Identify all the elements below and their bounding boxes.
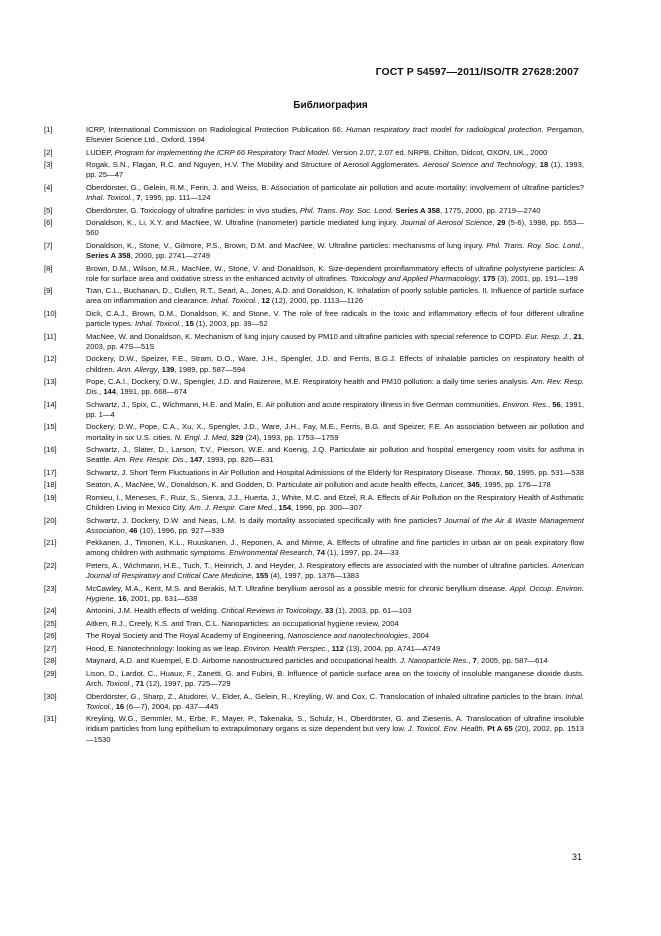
reference-number: [26] [44, 631, 57, 641]
reference-text-part: , 1995, pp. 176—178 [479, 480, 551, 490]
reference-number: [9] [44, 286, 53, 296]
reference-text-part: 33 [324, 606, 334, 616]
reference-text-part: 71 [135, 679, 144, 689]
reference-text-part: (13), 2004, pp. A741—A749 [343, 643, 441, 653]
standard-header: ГОСТ Р 54597—2011/ISO/TR 27628:2007 [375, 66, 579, 78]
reference-number: [30] [44, 691, 57, 701]
reference-item [44, 584, 584, 604]
reference-text-part: (4), 1997, pp. 1376—1383 [268, 571, 360, 581]
reference-text-part: Critical Reviews in Toxicology [220, 606, 321, 616]
reference-text-part: Brown, D.M., Wilson, M.R., MacNee, W., Stone, V. and Donaldson, K. Size-dependent proinflammatory effects of ultrafine polystyrene particles: A role for surface area and oxidative stress in the enhanced activity of ultrafines. [86, 263, 584, 283]
reference-text-part: 12 [261, 296, 270, 306]
reference-number: [23] [44, 583, 57, 593]
reference-number: [16] [44, 445, 57, 455]
reference-number: [14] [44, 399, 57, 409]
reference-text-part: , [534, 160, 540, 170]
reference-text-part: N. Engl. J. Med [174, 432, 227, 442]
reference-text-part: Phil. Trans. Roy. Soc. Lond. [299, 205, 394, 215]
reference-text-part: McCawley, M.A., Kent, M.S. and Berakis, M.T. Ultrafine beryllium aerosol as a possible metric for chronic beryllium disease. [86, 583, 510, 593]
reference-text-part: Schwartz, J., Spix, C., Wichmann, H.E. and Malin, E. Air pollution and acute respiratory illness in five German communities. [86, 399, 503, 409]
reference-text [86, 493, 584, 512]
reference-text [86, 422, 584, 441]
reference-text-part: 329 [230, 432, 244, 442]
reference-text-part: , [99, 387, 104, 397]
reference-text-part: , [157, 364, 162, 374]
reference-text-part: Inhal. Toxicol. [134, 319, 182, 329]
reference-text-part: , [482, 724, 488, 734]
reference-text-part: Kreyling, W.G., Semmler, M., Erbe, F., Mayer, P., Takenaka, S., Schulz, H., Oberdörster, G. and Ziesenis, A. Translocation of ultrafine insoluble iridium particles from lung epithelium to extrapulmonary organs is size dependent but very low. [86, 714, 584, 734]
reference-number: [27] [44, 643, 57, 653]
reference-text [86, 332, 584, 351]
reference-item [44, 516, 584, 536]
reference-text [86, 206, 541, 215]
reference-text-part: , 2000, pp. 2741—2749 [130, 251, 210, 261]
reference-number: [7] [44, 240, 53, 250]
reference-text [86, 218, 584, 237]
reference-text [86, 619, 399, 628]
reference-item [44, 619, 584, 629]
reference-text-part: Oberdörster, G., Sharp, Z., Atudorei, V., Elder, A., Gelein, R., Kreyling, W. and Cox, C. Translocation of inhaled ultrafine particles to the brain. [86, 691, 566, 701]
reference-text-part: , [131, 679, 136, 689]
reference-text-part: Peters, A., Wichmann, H.E., Tuch, T., Heinrich, J. and Heyder, J. Respiratory effects are associated with the number of ultrafine particles. [86, 560, 552, 570]
reference-text-part: (12), 1997, pp. 725—729 [144, 679, 231, 689]
reference-text-part: Oberdörster, G. Toxicology of ultrafine particles: in vivo studies, [86, 205, 300, 215]
reference-item [44, 468, 584, 478]
reference-text-part: Environ. Health Perspec. [243, 643, 328, 653]
reference-text-part: J. Toxicol. Env. Health [407, 724, 483, 734]
reference-item [44, 400, 584, 420]
reference-text-part: Inhal. Toxicol. [86, 691, 584, 711]
reference-text-part: Phil. Trans. Roy. Soc. Lond. [486, 240, 582, 250]
reference-text-part: , [251, 571, 256, 581]
reference-text-part: , [312, 548, 317, 558]
reference-item [44, 480, 584, 490]
reference-number: [25] [44, 618, 57, 628]
reference-text-part: , [569, 331, 574, 341]
reference-text-part: Program for implementing the ICRP 66 Respiratory Tract Model. [114, 147, 330, 157]
reference-text-part: Lancet [440, 480, 463, 490]
reference-number: [29] [44, 668, 57, 678]
reference-text-part: , [581, 240, 584, 250]
reference-text-part: , 2005, pp. 587—614 [476, 656, 548, 666]
reference-text-part: , [181, 319, 186, 329]
reference-text-part: , 1996, pp. 300—307 [291, 503, 363, 513]
reference-text-part: 15 [185, 319, 194, 329]
reference-text-part: Seaton, A., MacNee, W., Donaldson, K. and Godden, D. Particulate air pollution and acute health effects, [86, 480, 441, 490]
reference-number: [22] [44, 560, 57, 570]
reference-text-part: Pt A 65 [487, 724, 513, 734]
reference-text-part: , [320, 606, 325, 616]
reference-text-part: , [492, 218, 498, 228]
reference-text-part: Am. J. Respir. Care Med. [189, 503, 275, 513]
reference-number: [28] [44, 656, 57, 666]
reference-text-part: , 1991, pp. 668—674 [115, 387, 187, 397]
reference-text-part: Human respiratory tract model for radiological protection [346, 125, 542, 134]
reference-text-part: Inhal. Toxicol. [210, 296, 258, 306]
reference-text-part: (12), 2000, pp. 1113—1126 [269, 296, 364, 306]
reference-item [44, 606, 584, 616]
reference-text-part: Appl. Occup. Environ. Hygiene [86, 583, 584, 603]
reference-number: [11] [44, 331, 57, 341]
reference-text-part: Schwartz, J. Short Term Fluctuations in Air Pollution and Hospital Admissions of the Elderly for Respiratory Disease. [86, 467, 477, 477]
reference-text [86, 538, 584, 557]
reference-text-part: (3), 2001, pp. 191—199 [495, 273, 578, 283]
reference-text-part: Pekkanen, J., Timonen, K.L., Ruuskanen, J., Reponen, A. and Mirme, A. Effects of ultrafine and fine particles in urban air on peak expiratory flow among children with asthmatic symptoms. [86, 538, 584, 558]
reference-text-part: Maynard, A.D. and Kuempel, E.D. Airborne nanostructured particles and occupational health. [86, 656, 401, 666]
reference-text-part: (5-6), 1998, pp. 553—560 [86, 218, 584, 238]
reference-text-part: Romieu, I., Meneses, F., Ruiz, S., Sienra, J.J., Huerta, J., White, M.C. and Etzel, R.A. Effects of Air Pollution on the Respiratory Health of Asthmatic Children Living in Mexico City. [86, 492, 584, 513]
reference-text-part: LUDEP, [86, 147, 115, 157]
reference-text-part: (1), 1993, pp. 25—47 [86, 160, 584, 180]
reference-number: [8] [44, 263, 53, 273]
reference-text-part: Antonini, J.M. Health effects of welding. [86, 606, 221, 616]
reference-text-part: Aerosol Science and Technology [422, 160, 535, 170]
reference-text-part: (20), 2002, pp. 1513—1530 [86, 724, 584, 744]
reference-text [86, 644, 440, 653]
reference-text-part: Inhal. Toxicol. [86, 193, 133, 203]
reference-number: [1] [44, 125, 53, 134]
reference-text-part: 147 [189, 455, 203, 465]
reference-text-part: , [468, 656, 473, 666]
reference-text-part: Am. Rev. Respir. Dis. [113, 455, 186, 465]
reference-text-part: , 1993, pp. 826—831 [202, 455, 274, 465]
reference-text-part: 18 [539, 160, 549, 170]
reference-text-part: (1), 2003, pp. 39—52 [193, 319, 268, 329]
reference-item [44, 206, 584, 216]
reference-text [86, 584, 584, 603]
reference-text [86, 148, 547, 157]
reference-text-part: 7 [136, 193, 141, 203]
reference-text-part: , [111, 701, 116, 711]
reference-text [86, 241, 584, 260]
reference-text-part: Eur. Resp. J. [525, 331, 570, 341]
reference-text-part: , 2001, pp. 631—638 [126, 593, 198, 603]
reference-text [86, 445, 584, 464]
reference-item [44, 538, 584, 558]
reference-number: [4] [44, 182, 53, 192]
reference-text-part: , [327, 643, 332, 653]
reference-text [86, 606, 411, 615]
reference-text [86, 480, 551, 489]
reference-text-part: Environmental Research [229, 548, 313, 558]
reference-text-part: MacNee, W. and Donaldson, K. Mechanism of lung injury caused by PM10 and ultrafine particles with special reference to COPD. [86, 331, 526, 341]
reference-text-part: , 1995, pp. 111—124 [140, 193, 211, 203]
reference-text [86, 656, 548, 665]
reference-text-part: Journal of Aerosol Science [400, 218, 493, 228]
reference-text-part: , 2003, pp. 47S—51S [86, 331, 584, 351]
reference-text-part: Hood, E. Nanotechnology: looking as we leap. [86, 643, 244, 653]
reference-text-part: 155 [255, 571, 269, 581]
reference-text-part: , [478, 273, 483, 283]
reference-item [44, 218, 584, 238]
reference-number: [5] [44, 205, 53, 215]
reference-text-part: 21 [573, 331, 582, 341]
reference-number: [15] [44, 422, 57, 432]
reference-text-part: (1), 1997, pp. 24—33 [324, 548, 399, 558]
reference-text-part: J. Nanoparticle Res. [400, 656, 469, 666]
reference-text-part: Dockery, D.W., Speizer, F.E., Stram, D.O., Ware, J.H., Spengler, J.D. and Ferris, B.G.J. Effects of inhalable particles on respiratory health of children. [86, 354, 584, 374]
reference-number: [18] [44, 480, 57, 490]
reference-item [44, 160, 584, 180]
reference-text-part: , 1995, pp. 531—538 [513, 467, 584, 477]
reference-text-part: Donaldson, K., Stone, V., Gilmore, P.S., Brown, D.M. and MacNee, W. Ultrafine particles: mechanisms of lung injury. [86, 240, 487, 250]
reference-text [86, 309, 584, 328]
reference-text [86, 400, 584, 419]
reference-number: [20] [44, 515, 57, 525]
reference-text-part: 7 [472, 656, 477, 666]
reference-text-part: Ann. Allergy [116, 364, 158, 374]
reference-number: [24] [44, 606, 57, 616]
reference-text-part: 16 [118, 593, 127, 603]
reference-number: [19] [44, 492, 57, 502]
reference-number: [13] [44, 377, 57, 387]
reference-text-part: Toxicol. [105, 679, 132, 689]
reference-item [44, 445, 584, 465]
reference-text-part: , 1989, pp. 587—594 [174, 364, 246, 374]
reference-text-part: , [548, 399, 553, 409]
reference-text [86, 125, 584, 144]
bibliography-title: Библиография [293, 100, 368, 111]
reference-text-part: , [500, 467, 505, 477]
reference-number: [3] [44, 160, 53, 170]
reference-text-part: Lison, D., Lardot, C., Huaux, F., Zanetti, G. and Fubini, B. Influence of particle surface area on the toxicity of insoluble manganese dioxide dusts. Arch. [86, 668, 584, 689]
reference-text-part: 74 [316, 548, 325, 558]
reference-item [44, 286, 584, 306]
reference-text [86, 714, 584, 743]
reference-text-part: 46 [129, 525, 138, 535]
reference-text [86, 692, 584, 711]
reference-text-part: (1), 2003, pp. 61—103 [333, 606, 412, 616]
reference-item [44, 309, 584, 329]
reference-text-part: 50 [504, 467, 514, 477]
reference-text [86, 468, 584, 477]
reference-text-part: Oberdörster, G., Gelein, R.M., Ferin, J. and Weiss, B. Association of particulate air pollution and acute mortality: involvement of ultrafine particles? [86, 182, 584, 192]
reference-text-part: , [132, 193, 137, 203]
reference-text-part: , 1991, pp. 1—4 [86, 399, 584, 419]
reference-item [44, 332, 584, 352]
reference-number: [12] [44, 354, 57, 364]
reference-text [86, 669, 584, 688]
reference-number: [31] [44, 714, 57, 724]
reference-text [86, 264, 584, 283]
reference-text-part: Thorax [476, 467, 501, 477]
reference-text [86, 516, 584, 535]
reference-text-part: Donaldson, K., Li, X.Y. and MacNee, W. Ultrafine (nanometer) particle mediated lung injury. [86, 218, 401, 228]
reference-text-part: The Royal Society and The Royal Academy of Engineering, [86, 631, 288, 641]
reference-text-part: Version 2.07, 2.07 ed. NRPB, Chilton, Didcot, OXON, UK., 2000 [329, 147, 548, 157]
reference-text-part: Rogak, S.N., Flagan, R.C. and Nguyen, H.V. The Mobility and Structure of Aerosol Agglomerates. [86, 160, 423, 170]
reference-item [44, 183, 584, 203]
reference-number: [10] [44, 308, 57, 318]
reference-text-part: (10), 1996, pp. 927—939 [137, 525, 225, 535]
reference-text [86, 354, 584, 373]
reference-text [86, 377, 584, 396]
reference-text-part: , [462, 480, 468, 490]
reference-text-part: Dockery, D.W., Pope, C.A., Xu, X., Spengler, J.D., Ware, J.H., Fay, M.E., Ferris, B.G. and Speizer, F.E. An association between air pollution and mortality in six U.S. cities. [86, 422, 584, 442]
reference-text-part: Schwartz, J. Dockery, D.W. and Neas, L.M. Is daily mortality associated specifically with fine particles? [86, 515, 445, 525]
reference-item [44, 561, 584, 581]
reference-text-part: 144 [103, 387, 116, 397]
reference-text-part: Dick, C.A.J., Brown, D.M., Donaldson, K. and Stone, V. The role of free radicals in the toxic and inflammatory effects of four different ultrafine particle types. [86, 308, 584, 329]
reference-item [44, 631, 584, 641]
reference-text-part: Schwartz, J., Slater, D., Larson, T.V., Pierson, W.E. and Koenig, J.Q. Particulate air pollution and hospital emergency room visits for asthma in Seattle. [86, 445, 584, 465]
reference-text-part: 112 [331, 643, 344, 653]
reference-text-part: Am. Rev. Resp. Dis. [86, 377, 584, 397]
reference-number: [2] [44, 147, 53, 157]
reference-item [44, 241, 584, 261]
reference-text-part: (6—7), 2004, pp. 437—445 [124, 701, 219, 711]
reference-item [44, 656, 584, 666]
reference-text [86, 561, 584, 580]
reference-text-part: 56 [552, 399, 561, 409]
reference-text-part: 154 [278, 503, 292, 513]
reference-text-part: , [185, 455, 190, 465]
reference-text-part: ICRP, International Commission on Radiological Protection Publication 66: [86, 125, 347, 134]
reference-text [86, 286, 584, 305]
reference-item [44, 714, 584, 745]
reference-text-part: , [113, 593, 119, 603]
reference-text-part: , [257, 296, 262, 306]
reference-text-part: 29 [497, 218, 506, 228]
reference-number: [21] [44, 538, 57, 548]
references-list [44, 125, 584, 747]
reference-text-part: American Journal of Respiratory and Critical Care Medicine [86, 560, 584, 581]
reference-text-part: 345 [467, 480, 480, 490]
reference-item [44, 669, 584, 689]
reference-text-part: , [124, 525, 130, 535]
reference-item [44, 377, 584, 397]
reference-text-part: Toxicology and Applied Pharmacology [350, 273, 479, 283]
reference-text-part: Pope, C.A.I., Dockery, D.W., Spengler, J.D. and Raizenne, M.E. Respiratory health and PM10 pollution: a daily time series analysis. [86, 377, 532, 387]
reference-text-part: 175 [482, 273, 496, 283]
reference-item [44, 148, 584, 158]
reference-text-part: . Pergamon, Elsevier Science Ltd., Oxford, 1994 [86, 125, 584, 145]
reference-text-part: (24), 1993, pp. 1753—1759 [243, 432, 339, 442]
reference-item [44, 125, 584, 145]
reference-text [86, 631, 429, 640]
reference-text-part: 139 [161, 364, 175, 374]
reference-text [86, 160, 584, 179]
reference-text-part: Environ. Res. [502, 399, 549, 409]
reference-text-part: , [274, 503, 279, 513]
reference-text-part: , 2004 [407, 631, 430, 641]
reference-text-part: , [226, 432, 231, 442]
page-number: 31 [571, 852, 582, 862]
reference-item [44, 493, 584, 513]
reference-item [44, 644, 584, 654]
reference-text-part: Tran, C.L., Buchanan, D., Cullen, R.T., Searl, A., Jones, A.D. and Donaldson, K. Inhalation of poorly soluble particles. II. Influence of particle surface area on inflammation and clearance. [86, 286, 584, 306]
reference-item [44, 354, 584, 374]
reference-text-part: Nanoscience and nanotechnologies [287, 631, 408, 641]
reference-text-part: Series A 358 [86, 251, 131, 261]
reference-item [44, 264, 584, 284]
reference-item [44, 692, 584, 712]
reference-text-part: 16 [115, 701, 125, 711]
reference-item [44, 422, 584, 442]
reference-text-part: , 1775, 2000, pp. 2719—2740 [440, 205, 541, 215]
reference-text [86, 183, 584, 202]
reference-text-part: Series A 358 [395, 205, 441, 215]
reference-text-part: Aitken, R.J., Creely, K.S. and Tran, C.L. Nanoparticles: an occupational hygiene review, 2004 [86, 618, 399, 628]
reference-number: [6] [44, 218, 53, 228]
reference-text-part: Journal of the Air & Waste Management Association [86, 515, 584, 535]
reference-number: [17] [44, 467, 57, 477]
